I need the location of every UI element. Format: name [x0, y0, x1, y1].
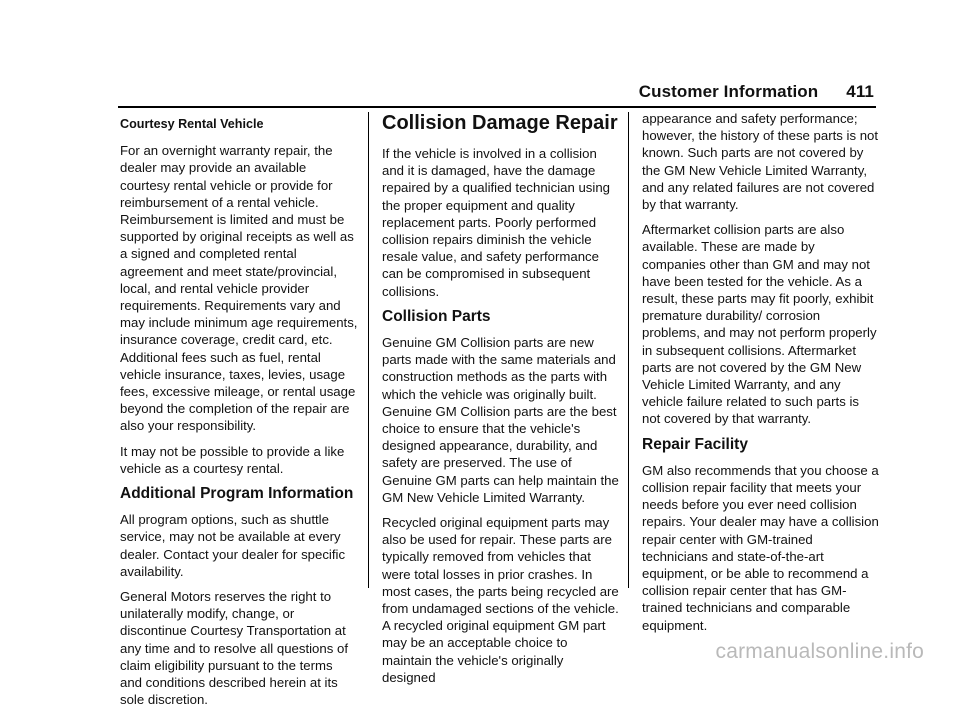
column-2: [382, 112, 620, 694]
paragraph: For an overnight warranty repair, the dealer may provide an available courtesy rental vehicle or provide for reimbursement of a rental vehicle. Reimbursement is limited and must be supported by original receipts as well as a signed and completed rental agreement and meet state/provincial, local, and rental vehicle provider requirements. Requirements vary and may include minimum age requirements, insurance coverage, credit card, etc. Additional fees such as fuel, rental vehicle insurance, taxes, levies, usage fees, excessive mileage, or rental usage beyond the completion of the repair are also your responsibility.: [120, 143, 358, 434]
heading-additional-program: Additional Program Information: [120, 485, 354, 503]
heading-collision-parts: Collision Parts: [382, 307, 491, 325]
paragraph: Genuine GM Collision parts are new parts made with the same materials and construction methods as the parts with which the vehicle was originally built. Genuine GM Collision parts are the best choice to ensure that the vehicle's designed appearance, durability, and safety are preserved. The use of Genuine GM parts can help maintain the GM New Vehicle Limited Warranty.: [382, 335, 619, 505]
section-title: Customer Information: [638, 82, 819, 101]
paragraph: Recycled original equipment parts may also be used for repair. These parts are typically removed from vehicles that were total losses in prior crashes. In most cases, the parts being recycled are from undamaged sections of the vehicle. A recycled original equipment GM part may be an acceptable choice to maintain the vehicle's originally designed: [382, 515, 619, 685]
column-divider-1: [368, 112, 369, 588]
column-1: [120, 110, 358, 717]
heading-repair-facility: Repair Facility: [642, 435, 748, 453]
heading-courtesy-rental: Courtesy Rental Vehicle: [120, 117, 264, 131]
header-rule: [118, 106, 876, 108]
paragraph: appearance and safety performance; however, the history of these parts is not known. Such parts are not covered by the GM New Vehicle Limited Warranty, and any related failures are not covered by that warranty.: [642, 111, 879, 213]
page-header: [639, 82, 874, 102]
heading-collision-damage-repair: Collision Damage Repair: [382, 112, 618, 134]
paragraph: If the vehicle is involved in a collision and it is damaged, have the damage repaired by a qualified technician using the proper equipment and quality replacement parts. Poorly performed collision repairs diminish the vehicle resale value, and safety performance can be compromised in subsequent collisions.: [382, 146, 610, 299]
watermark[interactable]: carmanualsonline.info: [715, 640, 924, 663]
paragraph: It may not be possible to provide a like vehicle as a courtesy rental.: [120, 443, 345, 476]
paragraph: All program options, such as shuttle service, may not be available at every dealer. Contact your dealer for specific availability.: [120, 512, 346, 579]
column-3: [642, 110, 880, 642]
column-divider-2: [628, 112, 629, 588]
paragraph: GM also recommends that you choose a collision repair facility that meets your needs before you ever need collision repairs. Your dealer may have a collision repair center with GM-trained technicians and state-of-the-art equipment, or be able to recommend a collision repair center that has GM-trained technicians and comparable equipment.: [642, 462, 879, 633]
paragraph: Aftermarket collision parts are also available. These are made by companies other than GM and may not have been tested for the vehicle. As a result, these parts may fit poorly, exhibit premature durability/ corrosion problems, and may not perform properly in subsequent collisions. Aftermarket parts are not covered by the GM New Vehicle Limited Warranty, and any vehicle failure related to such parts is not covered by that warranty.: [642, 222, 877, 427]
paragraph: General Motors reserves the right to unilaterally modify, change, or discontinue Courtesy Transportation at any time and to resolve all questions of claim eligibility pursuant to the terms and conditions described herein at its sole discretion.: [120, 589, 348, 708]
page-number: 411: [846, 82, 874, 101]
